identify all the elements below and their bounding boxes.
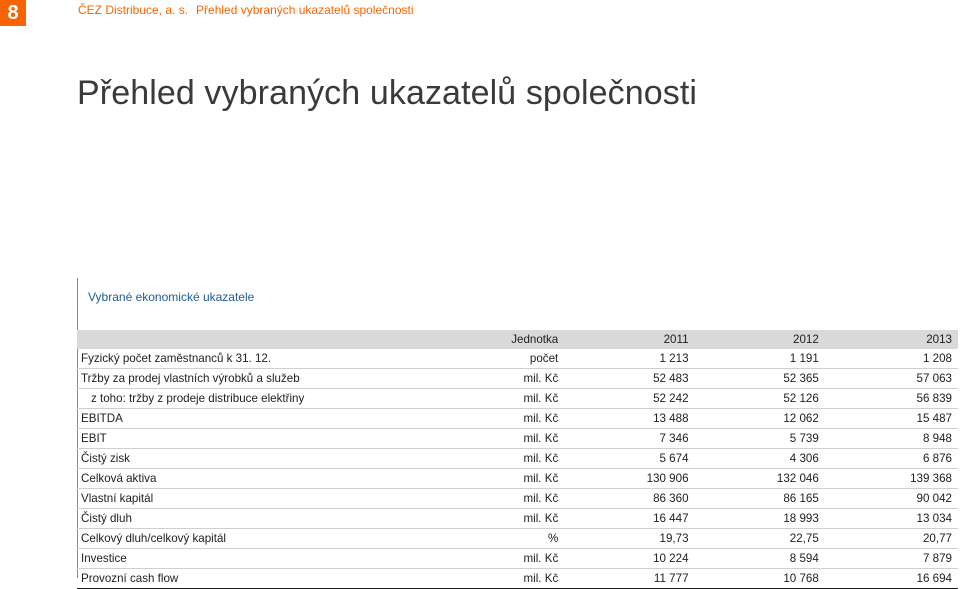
row-label: z toho: tržby z prodeje distribuce elektřiny [77,389,484,409]
header-2011: 2011 [558,330,688,349]
row-value-2012: 5 739 [689,429,819,449]
section-name: Přehled vybraných ukazatelů společnosti [196,3,414,17]
row-value-2013: 16 694 [819,569,958,589]
row-unit: mil. Kč [484,509,558,529]
row-value-2011: 10 224 [558,549,688,569]
row-value-2012: 1 191 [689,349,819,369]
row-value-2011: 52 483 [558,369,688,389]
row-label: Celková aktiva [77,469,484,489]
row-value-2012: 4 306 [689,449,819,469]
row-unit: mil. Kč [484,409,558,429]
table-caption: Vybrané ekonomické ukazatele [88,290,255,304]
row-label: Provozní cash flow [77,569,484,589]
running-header [78,3,414,17]
row-value-2011: 16 447 [558,509,688,529]
row-unit: mil. Kč [484,389,558,409]
row-value-2011: 19,73 [558,529,688,549]
row-value-2013: 6 876 [819,449,958,469]
row-label: Fyzický počet zaměstnanců k 31. 12. [77,349,484,369]
row-value-2013: 8 948 [819,429,958,449]
row-value-2013: 90 042 [819,489,958,509]
row-value-2011: 7 346 [558,429,688,449]
row-value-2012: 132 046 [689,469,819,489]
page-number: 8 [0,0,26,26]
row-value-2012: 12 062 [689,409,819,429]
table-row [77,469,958,489]
row-value-2013: 13 034 [819,509,958,529]
row-value-2012: 22,75 [689,529,819,549]
table-row [77,369,958,389]
row-label: EBITDA [77,409,484,429]
indicators-table [77,330,958,589]
row-value-2011: 13 488 [558,409,688,429]
row-value-2011: 11 777 [558,569,688,589]
table-row [77,549,958,569]
table-row [77,569,958,589]
table-row [77,429,958,449]
header-2012: 2012 [689,330,819,349]
row-value-2011: 52 242 [558,389,688,409]
table-row [77,389,958,409]
table-row [77,349,958,369]
table-header-row [77,330,958,349]
row-label: EBIT [77,429,484,449]
row-value-2011: 86 360 [558,489,688,509]
row-unit: mil. Kč [484,369,558,389]
company-name: ČEZ Distribuce, a. s. [78,3,189,17]
row-value-2013: 56 839 [819,389,958,409]
row-value-2012: 52 365 [689,369,819,389]
table-row [77,509,958,529]
row-label: Vlastní kapitál [77,489,484,509]
row-unit: mil. Kč [484,449,558,469]
row-value-2013: 139 368 [819,469,958,489]
row-value-2011: 130 906 [558,469,688,489]
row-label: Čistý dluh [77,509,484,529]
row-value-2013: 20,77 [819,529,958,549]
table-row [77,449,958,469]
row-value-2011: 5 674 [558,449,688,469]
row-value-2012: 18 993 [689,509,819,529]
header-unit: Jednotka [484,330,558,349]
row-label: Celkový dluh/celkový kapitál [77,529,484,549]
table-row [77,489,958,509]
table-row [77,529,958,549]
row-unit: mil. Kč [484,469,558,489]
row-unit: % [484,529,558,549]
row-unit: počet [484,349,558,369]
row-unit: mil. Kč [484,549,558,569]
row-label: Tržby za prodej vlastních výrobků a služeb [77,369,484,389]
row-label: Investice [77,549,484,569]
row-value-2013: 7 879 [819,549,958,569]
row-value-2012: 86 165 [689,489,819,509]
row-value-2011: 1 213 [558,349,688,369]
row-value-2012: 8 594 [689,549,819,569]
row-value-2013: 15 487 [819,409,958,429]
row-value-2012: 10 768 [689,569,819,589]
table-row [77,409,958,429]
header-label [77,330,484,349]
row-value-2013: 57 063 [819,369,958,389]
row-label: Čistý zisk [77,449,484,469]
row-value-2013: 1 208 [819,349,958,369]
row-unit: mil. Kč [484,489,558,509]
row-unit: mil. Kč [484,569,558,589]
row-unit: mil. Kč [484,429,558,449]
row-value-2012: 52 126 [689,389,819,409]
header-2013: 2013 [819,330,958,349]
page-title: Přehled vybraných ukazatelů společnosti [77,74,698,112]
